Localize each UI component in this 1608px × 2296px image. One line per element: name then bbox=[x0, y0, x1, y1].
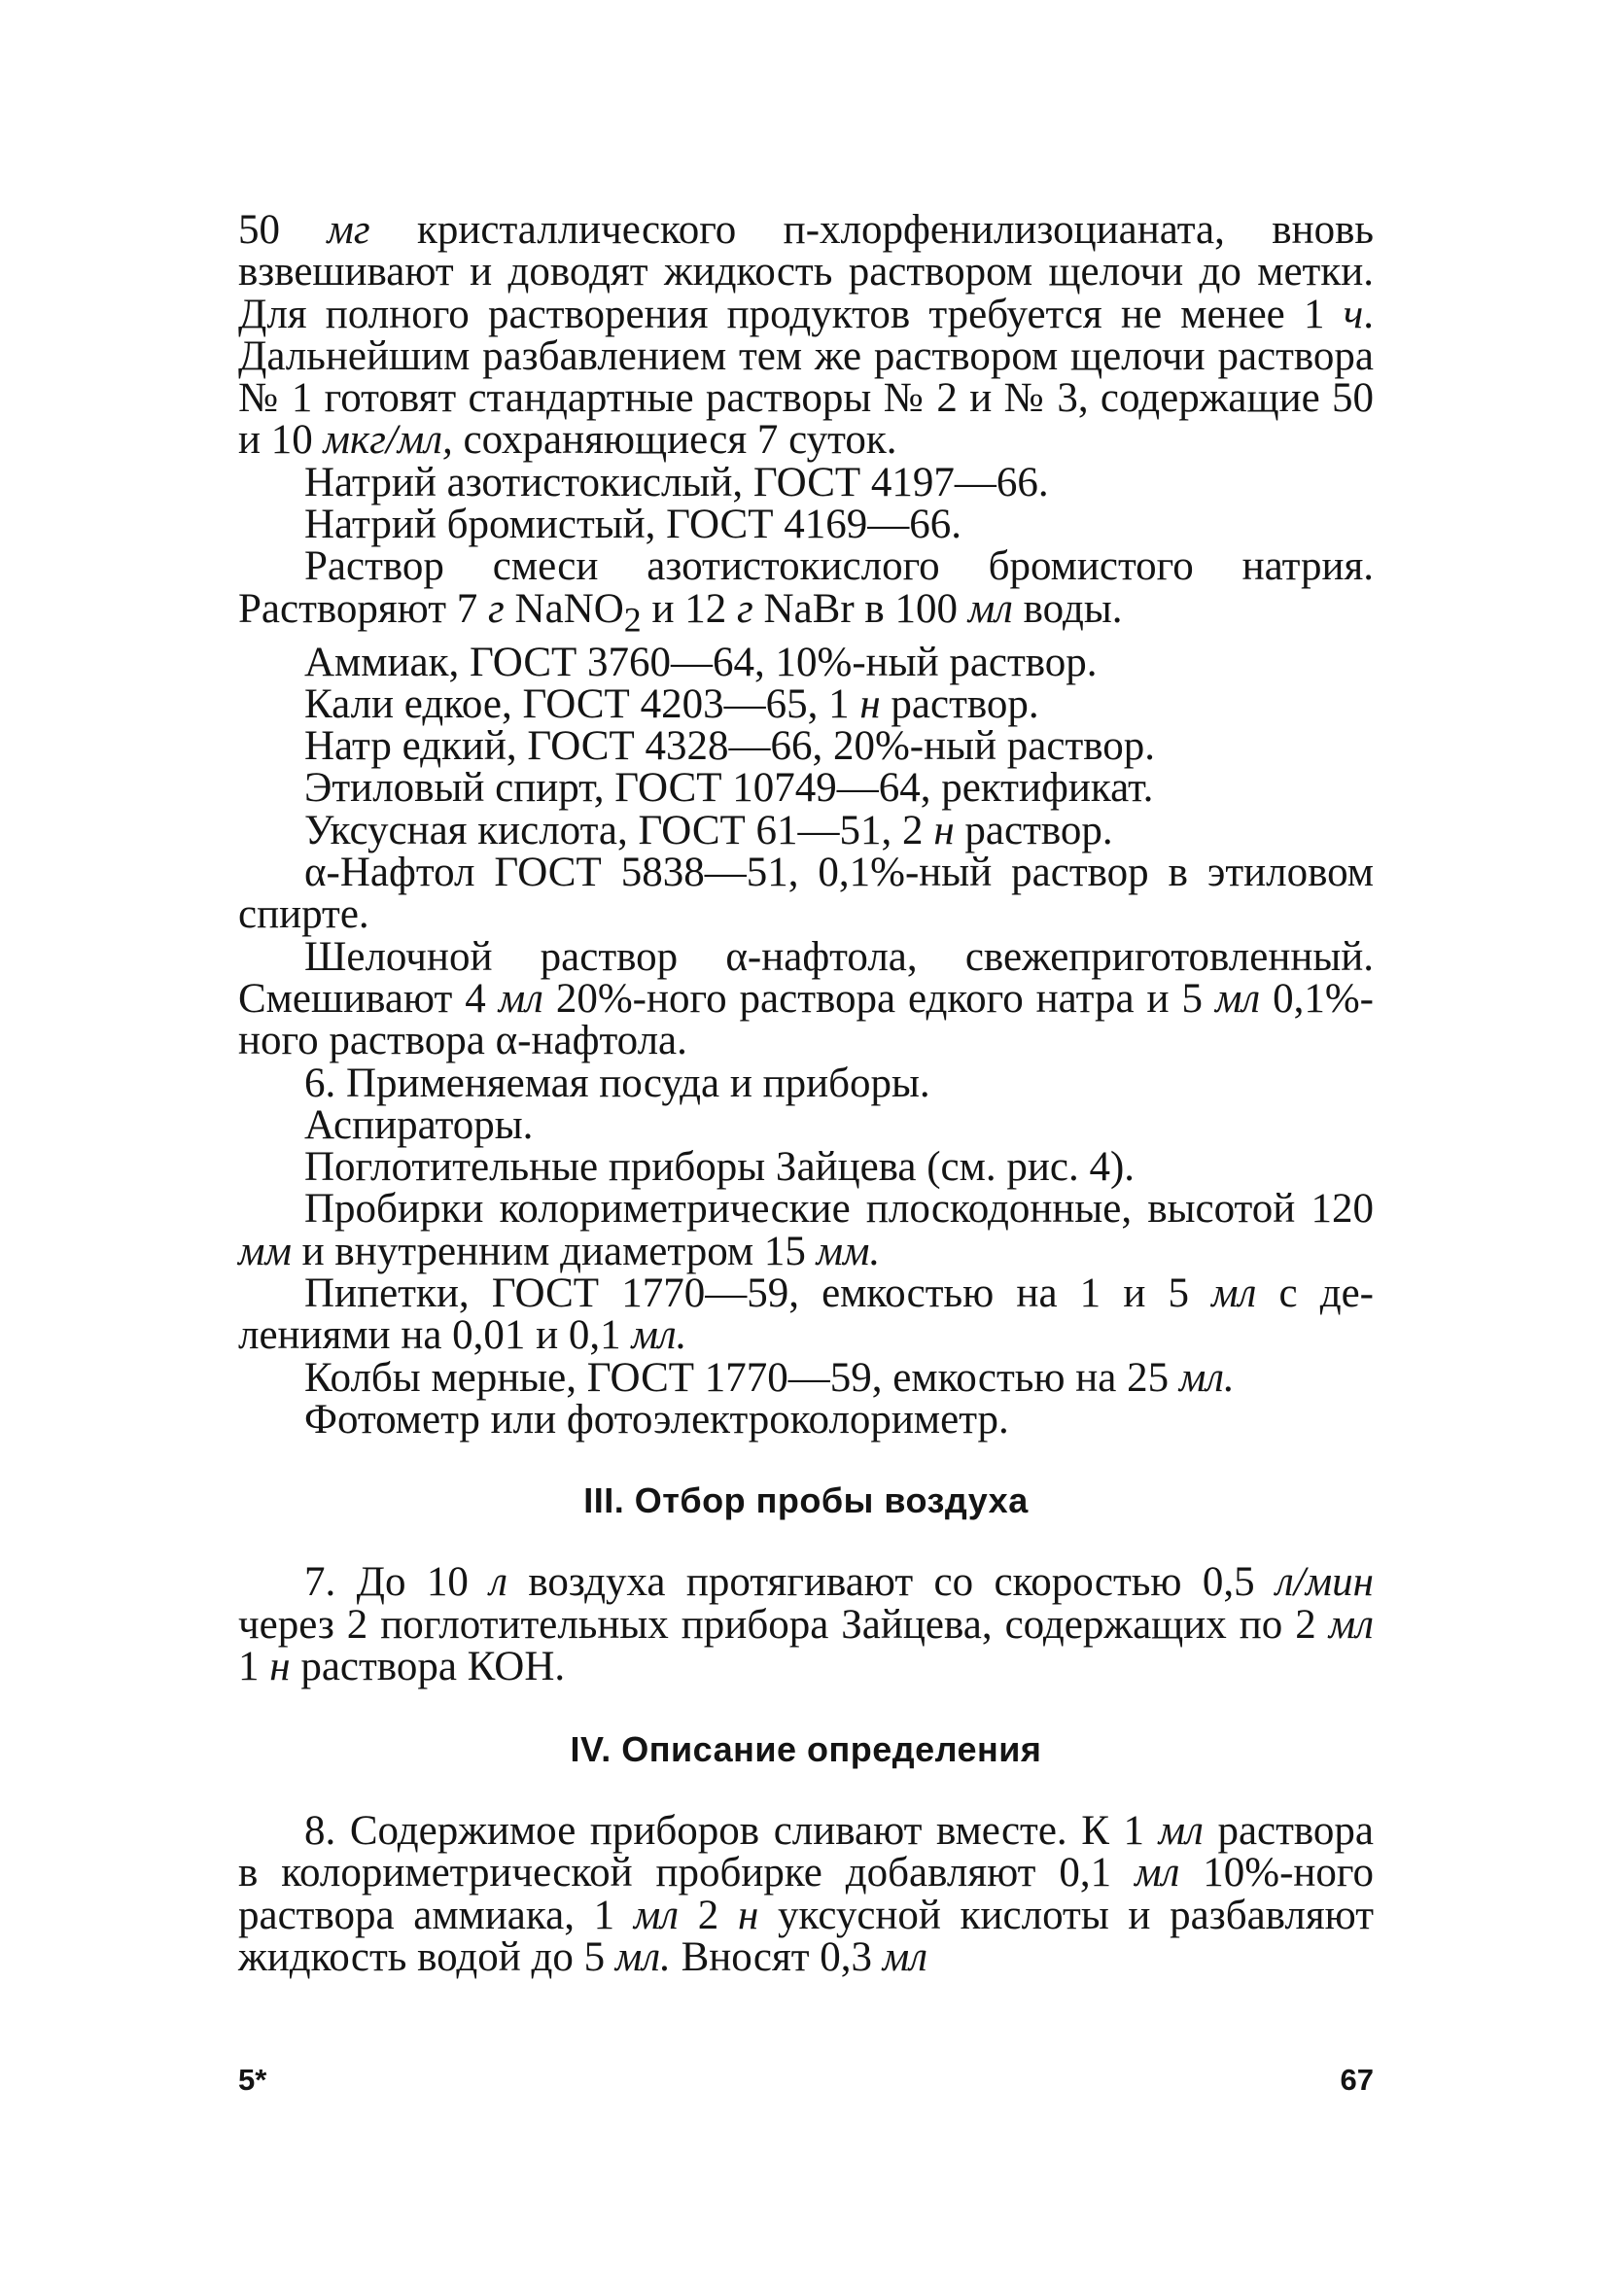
page-number: 67 bbox=[1340, 2063, 1374, 2097]
section-heading-air-sampling: III. Отбор пробы воздуха bbox=[583, 1480, 1029, 1521]
paragraphs-paragraph: 6. Применяемая посуда и приборы. bbox=[304, 1060, 930, 1106]
paragraphs-paragraph: Этиловый спирт, ГОСТ 10749—64, ректификат. bbox=[304, 765, 1154, 812]
paragraphs-paragraph: Натрий азотистокислый, ГОСТ 4197—66. bbox=[304, 459, 1049, 505]
paragraphs-paragraph: 50 мг кристаллического п-хлорфенилизоцианата, вновь взвешивают и доводят жидкость раствором щелочи до метки. Для полного растворения продуктов требуется не менее 1 ч. Дальнейшим разбавлением тем же раствором щелочи раствора № 1 готовят стандартные растворы № 2 и № 3, содержащие 50 и 10 мкг/мл, сохраняющиеся 7 суток. bbox=[238, 207, 1374, 464]
paragraphs-paragraph: Фотометр или фотоэлектроколориметр. bbox=[304, 1396, 1009, 1443]
paragraphs-paragraph: Пробирки колориметрические плоскодонные, высотой 120 мм и внутренним диаметром 15 мм. bbox=[238, 1186, 1374, 1274]
paragraphs-paragraph: Пипетки, ГОСТ 1770—59, емкостью на 1 и 5 мл с делениями на 0,01 и 0,1 мл. bbox=[238, 1270, 1374, 1359]
section4-paragraph: 8. Содержимое приборов сливают вместе. К 1 мл раствора в колориметрической пробирке добавляют 0,1 мл 10%-ного раствора аммиака, 1 мл 2 н уксусной кислоты и разбавляют жидкость водой до 5 мл. Вносят 0,3 мл bbox=[238, 1808, 1374, 1980]
paragraphs-paragraph: Натрий бромистый, ГОСТ 4169—66. bbox=[304, 502, 961, 548]
paragraphs-paragraph: Кали едкое, ГОСТ 4203—65, 1 н раствор. bbox=[304, 680, 1039, 727]
page-content bbox=[238, 209, 1374, 1978]
printer-signature-mark: 5* bbox=[238, 2063, 267, 2097]
paragraphs-paragraph: Колбы мерные, ГОСТ 1770—59, емкостью на 25 мл. bbox=[304, 1354, 1235, 1401]
paragraphs-paragraph: Шелочной раствор α-нафтола, свежеприготовленный. Смешивают 4 мл 20%-ного раствора едкого натра и 5 мл 0,1%-ного раствора α-нафтола. bbox=[238, 933, 1374, 1064]
text-block-air-sampling bbox=[238, 1561, 1374, 1687]
section-heading-determination: IV. Описание определения bbox=[570, 1729, 1042, 1770]
paragraphs-paragraph: Уксусная кислота, ГОСТ 61—51, 2 н раствор. bbox=[304, 807, 1113, 853]
paragraphs-paragraph: α-Нафтол ГОСТ 5838—51, 0,1%-ный раствор в этиловом спирте. bbox=[238, 850, 1374, 938]
section3-paragraph: 7. До 10 л воздуха протягивают со скоростью 0,5 л/мин через 2 поглотительных прибора Зайцева, содержащих по 2 мл 1 н раствора КОН. bbox=[238, 1559, 1374, 1689]
paragraphs-paragraph: Натр едкий, ГОСТ 4328—66, 20%-ный раствор. bbox=[304, 723, 1155, 770]
text-block-intro bbox=[238, 209, 1374, 1441]
paragraphs-paragraph: Аммиак, ГОСТ 3760—64, 10%-ный раствор. bbox=[304, 639, 1098, 685]
paragraphs-paragraph: Аспираторы. bbox=[304, 1101, 534, 1148]
text-block-determination bbox=[238, 1810, 1374, 1978]
paragraphs-paragraph: Поглотительные приборы Зайцева (см. рис. 4). bbox=[304, 1144, 1136, 1191]
paragraphs-paragraph: Раствор смеси азотистокислого бромистого натрия. Растворяют 7 г NaNO$_2$ и 12 г NaBr в 100 мл воды. bbox=[238, 543, 1374, 640]
